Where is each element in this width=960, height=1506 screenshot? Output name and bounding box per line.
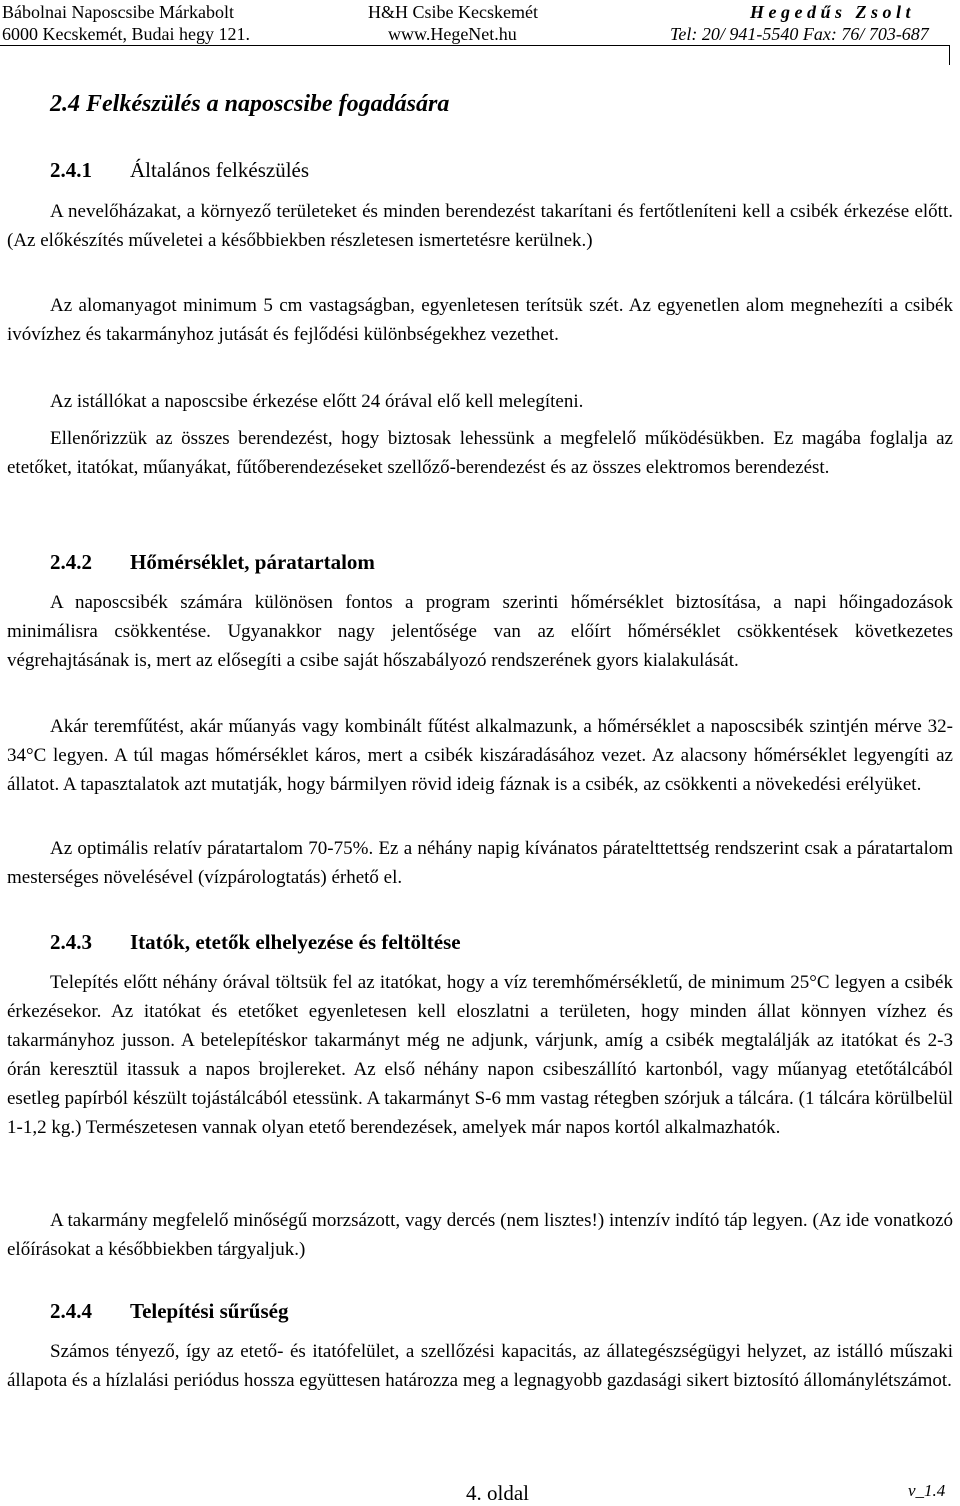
header-address: 6000 Kecskemét, Budai hegy 121. [2, 24, 250, 44]
paragraph: A naposcsibék számára különösen fontos a program szerinti hőmérséklet biztosítása, a napi hőingadozások minimálisra csökkentése. Ugyanakkor nagy jelentősége van az előírt hőmérséklet csökkentések következetes végrehajtásának is, mert az elősegíti a csibe saját hőszabályozó rendszerének gyors kialakulását. [7, 592, 953, 671]
paragraph: A takarmány megfelelő minőségű morzsázott, vagy dercés (nem lisztes!) intenzív indító táp legyen. (Az ide vonatkozó előírásokat a későbbiekben tárgyaljuk.) [7, 1210, 953, 1260]
document-version: v_1.4 [908, 1481, 946, 1500]
subsection-title: Telepítési sűrűség [130, 1299, 289, 1323]
page-number: 4. oldal [466, 1481, 529, 1505]
subsection-heading-2-4-2 [50, 549, 375, 575]
paragraph: Akár teremfűtést, akár műanyás vagy kombinált fűtést alkalmazunk, a hőmérséklet a naposcsibék szintjén mérve 32-34°C legyen. A túl magas hőmérséklet káros, mert a csibék kiszáradásához vezet. Az alacsony hőmérséklet legyengíti az állatot. A tapasztalatok azt mutatják, hogy bármilyen rövid ideig fáznak is a csibék, az csökkenti a növekedési erélyüket. [7, 716, 953, 795]
paragraph: Az alomanyagot minimum 5 cm vastagságban, egyenletesen terítsük szét. Az egyenetlen alom megnehezíti a csibék ivóvízhez és takarmányhoz jutását és fejlődési különbségekhez vezethet. [7, 295, 953, 345]
subsection-title: Általános felkészülés [130, 158, 310, 182]
header-website: www.HegeNet.hu [388, 24, 517, 44]
subsection-heading-2-4-4 [50, 1298, 288, 1324]
header-corner-divider [949, 45, 950, 65]
paragraph: Telepítés előtt néhány órával töltsük fel az itatókat, hogy a víz teremhőmérsékletű, de minimum 25°C legyen a csibék érkezésekor. Az itatókat és etetőket egyenletesen kell eloszlatni a területen, hogy minden állat könnyen vízhez és takarmányhoz jusson. A betelepítéskor takarmányt még ne adjunk, várjunk, amíg a csibék megtalálják az itatókat és 2-3 órán keresztül itassuk a napos brojlereket. Az első néhány napon csibeszállító kartonból, vagy műanyag etetőtálcából esetleg papírból készült tojástálcából etessünk. A takarmányt S-6 mm vastag rétegben szórjuk a tálcára. (1 tálcára körülbelül 1-1,2 kg.) Természetesen vannak olyan etető berendezések, amelyek már napos kortól alkalmazhatók. [7, 972, 953, 1138]
paragraph: Számos tényező, így az etető- és itatófelület, a szellőzési kapacitás, az állategészségügyi helyzet, az istálló műszaki állapota és a hízlalási periódus hossza együttesen határozza meg a legnagyobb gazdasági sikert biztosító állománylétszámot. [7, 1341, 953, 1391]
paragraph: A nevelőházakat, a környező területeket és minden berendezést takarítani és fertőtleníteni kell a csibék érkezése előtt. (Az előkészítés műveletei a későbbiekben részletesen ismertetésre kerülnek.) [7, 201, 953, 251]
subsection-title: Itatók, etetők elhelyezése és feltöltése [130, 930, 461, 954]
header-divider [0, 45, 950, 46]
subsection-number: 2.4.3 [50, 930, 92, 954]
paragraph: Az optimális relatív páratartalom 70-75%. Ez a néhány napig kívánatos páratelttettség rendszerint csak a páratartalom mesterséges növelésével (vízpárologtatás) érhető el. [7, 838, 953, 888]
subsection-heading-2-4-3 [50, 929, 461, 955]
header-owner: H e g e d ű s Z s o l t [750, 2, 911, 22]
paragraph: Az istállókat a naposcsibe érkezése előtt 24 órával elő kell melegíteni. [50, 391, 584, 412]
subsection-heading-2-4-1 [50, 157, 309, 183]
header-partner: H&H Csibe Kecskemét [368, 2, 538, 22]
section-title: 2.4 Felkészülés a naposcsibe fogadására [50, 91, 450, 117]
subsection-number: 2.4.4 [50, 1299, 92, 1323]
page-header [0, 0, 960, 46]
header-phone: Tel: 20/ 941-5540 Fax: 76/ 703-687 [670, 24, 929, 44]
paragraph: Ellenőrizzük az összes berendezést, hogy biztosak lehessünk a megfelelő működésükben. Ez magába foglalja az etetőket, itatókat, műanyákat, fűtőberendezéseket szellőző-berendezést és az összes elektromos berendezést. [7, 428, 953, 478]
subsection-title: Hőmérséklet, páratartalom [130, 550, 375, 574]
subsection-number: 2.4.2 [50, 550, 92, 574]
header-company: Bábolnai Naposcsibe Márkabolt [2, 2, 234, 22]
subsection-number: 2.4.1 [50, 158, 92, 182]
